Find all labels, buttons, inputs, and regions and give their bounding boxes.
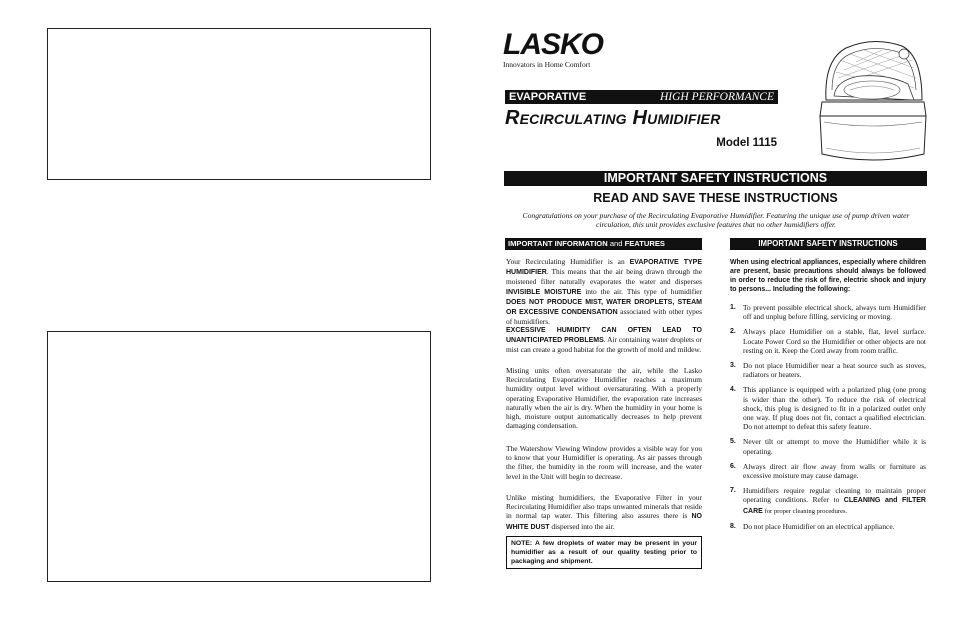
safety-item [730, 462, 926, 480]
read-save-heading: READ AND SAVE THESE INSTRUCTIONS [593, 191, 838, 205]
safety-item-number: 7. [730, 487, 736, 495]
brand-logo [503, 30, 613, 70]
safety-item-text: Humidifiers require regular cleaning to maintain proper operating conditions. Refer to [743, 486, 926, 505]
humidifier-illustration [816, 30, 930, 168]
safety-lead: When using electrical appliances, especially where children are present, basic precautions should always be followed in order to reduce the risk of fire, electric shock and injury to persons... Including the following: [730, 259, 926, 293]
safety-item-text: Do not place Humidifier near a heat source such as stoves, radiators or heaters. [743, 361, 926, 380]
safety-item-text: Always place Humidifier on a stable, flat, level surface. Locate Power Cord so the Humidifier or other objects are not resting on it. Keep the Cord away from room traffic. [743, 327, 926, 355]
safety-item-text: This appliance is equipped with a polarized plug (one prong is wider than the other). To reduce the risk of electrical shock, this plug is designed to fit in a polarized outlet only one way. If plug does not fit, contact a qualified electrician. Do not attempt to defeat this safety feature. [743, 385, 926, 432]
safety-list [730, 303, 926, 537]
type-label: EVAPORATIVE [509, 91, 587, 103]
safety-item [730, 361, 926, 379]
safety-item-number: 5. [730, 438, 736, 446]
info-paragraph-4: The Watershow Viewing Window provides a visible way for you to know that your Humidifier is operating. As air passes through the filter, the humidity in the room will increase, and the water level in the Unit will begin to decrease. [506, 444, 702, 481]
model-number: Model 1115 [716, 137, 777, 149]
safety-item [730, 437, 926, 455]
safety-item-number: 3. [730, 362, 736, 370]
safety-item-number: 1. [730, 304, 736, 311]
info-paragraph-3: Misting units often oversaturate the air, while the Lasko Recirculating Evaporative Humidifier reaches a maximum humidity output level without oversaturating. With a properly operating Evaporative Humidifier, the evaporation rate increases naturally when the air is dry. When the humidity in your home is high, moisture output automatically decreases to help prevent damaging condensation. [506, 366, 702, 431]
safety-banner: IMPORTANT SAFETY INSTRUCTIONS [504, 171, 927, 186]
info-paragraph-1: Your Recirculating Humidifier is an EVAPORATIVE TYPE HUMIDIFIER. This means that the air being drawn through the moistened filter naturally evaporates the water and disperses INVISIBLE MOISTURE into the air. This type of humidifier DOES NOT PRODUCE MIST, WATER DROPLETS, STEAM OR EXCESSIVE CONDENSATION associated with other types of humidifiers. [506, 257, 703, 327]
blank-box-bottom [47, 331, 431, 582]
info-paragraph-2: EXCESSIVE HUMIDITY CAN OFTEN LEAD TO UNANTICIPATED PROBLEMS. Air containing water droplets or mist can create a good habitat for the growth of mold and mildew. [506, 327, 702, 355]
brand-tagline: Innovators in Home Comfort [503, 60, 591, 69]
safety-item [730, 327, 926, 355]
safety-item-bold: CLEANING and FILTER CARE [743, 497, 926, 515]
safety-item-text: Never tilt or attempt to move the Humidifier while it is operating. [743, 437, 926, 456]
info-features-heading: IMPORTANT INFORMATION and FEATURES [505, 238, 702, 250]
safety-item [730, 303, 926, 321]
safety-item-number: 6. [730, 462, 736, 470]
note-box: NOTE: A few droplets of water may be present in your humidifier as a result of our quality testing prior to packaging and shipment. [506, 536, 702, 569]
blank-box-top [47, 28, 431, 180]
info-paragraph-5: Unlike misting humidifiers, the Evaporative Filter in your Recirculating Humidifier also traps unwanted minerals that reside in normal tap water. This filtering also assures there is NO WHITE DUST dispersed into the air. [506, 493, 702, 531]
intro-text: Congratulations on your purchase of the Recirculating Evaporative Humidifier. Featuring the unique use of pump driven water circulation, this unit provides exclusive features that no other humidifiers offer. [522, 211, 910, 230]
safety-item-number: 2. [730, 328, 736, 336]
safety-item-text: Do not place Humidifier on an electrical appliance. [743, 521, 895, 531]
safety-item-text: Always direct air flow away from walls or furniture as excessive moisture may cause damage. [743, 461, 926, 481]
safety-item-number: 4. [730, 386, 736, 394]
safety-instructions-heading: IMPORTANT SAFETY INSTRUCTIONS [730, 238, 926, 250]
safety-item [730, 486, 926, 516]
safety-item-text: To prevent possible electrical shock, always turn Humidifier off and unplug before filling, servicing or moving. [743, 303, 926, 322]
safety-item [730, 522, 926, 531]
product-title: Recirculating Humidifier [505, 107, 721, 129]
safety-item-text-after: for proper cleaning procedures. [762, 507, 848, 515]
type-bar [505, 90, 778, 104]
performance-label: HIGH PERFORMANCE [659, 91, 774, 103]
brand-name: LASKO [503, 28, 603, 61]
safety-item [730, 385, 926, 431]
safety-item-number: 8. [730, 522, 736, 530]
